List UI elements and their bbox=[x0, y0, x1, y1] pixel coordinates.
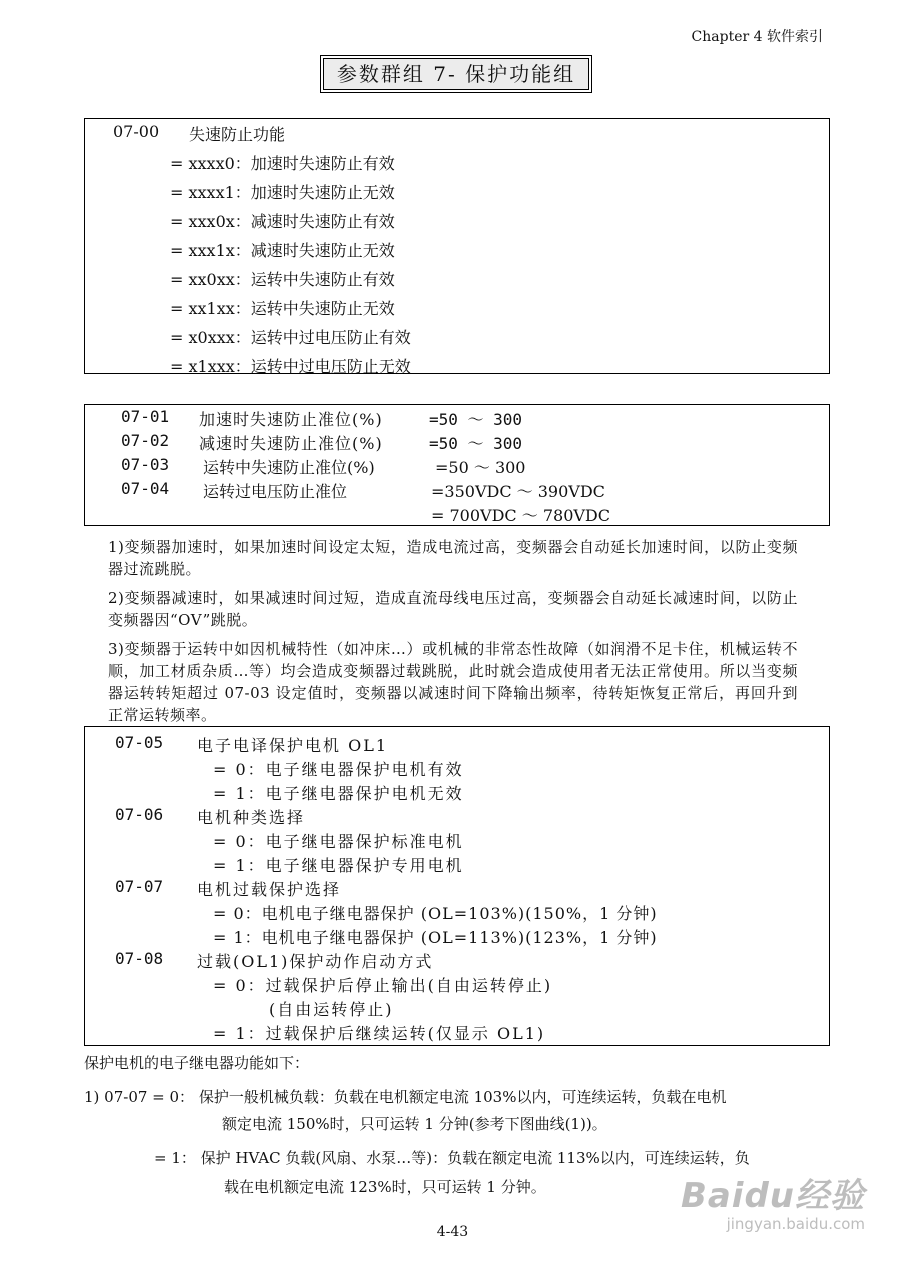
param-range-extra: = 700VDC ～ 780VDC bbox=[431, 506, 610, 525]
param-range: =350VDC ～ 390VDC bbox=[431, 482, 605, 501]
param-box-07-01-04 bbox=[84, 404, 830, 526]
note-3: 3)变频器于运转中如因机械特性（如冲床…）或机械的非常态性故障（如润滑不足卡住，机械运转不顺，加工材质杂质…等）均会造成变频器过载跳脱，此时就会造成使用者无法正常使用。所以当变频器运转转矩超过 07-03 设定值时，变频器以减速时间下降输出频率，待转矩恢复正常后，再回升到正常运转频率。 bbox=[108, 640, 798, 724]
param-option: = xxxx0：加速时失速防止有效 bbox=[170, 154, 395, 173]
relay-intro: 保护电机的电子继电器功能如下： bbox=[84, 1054, 310, 1072]
param-code: 07-07 bbox=[115, 877, 164, 896]
param-option: = 0：过载保护后停止输出(自由运转停止) bbox=[213, 976, 553, 995]
param-code: 07-06 bbox=[115, 805, 164, 824]
param-range: =50 ～ 300 bbox=[429, 434, 523, 453]
page-number: 4-43 bbox=[436, 1224, 469, 1240]
param-option: = xxx0x：减速时失速防止有效 bbox=[170, 212, 395, 231]
param-option: = xx1xx：运转中失速防止无效 bbox=[170, 299, 395, 318]
chapter-header: Chapter 4 软件索引 bbox=[691, 29, 823, 45]
param-code: 07-03 bbox=[121, 455, 170, 474]
param-range: =50 ～ 300 bbox=[429, 410, 523, 429]
param-option: = 1：电子继电器保护电机无效 bbox=[213, 784, 464, 803]
param-name: 减速时失速防止准位(%) bbox=[199, 434, 383, 453]
note-1: 1)变频器加速时，如果加速时间设定太短，造成电流过高，变频器会自动延长加速时间，以防止变频器过流跳脱。 bbox=[108, 538, 798, 578]
param-option: = x0xxx：运转中过电压防止有效 bbox=[170, 328, 411, 347]
param-name: 失速防止功能 bbox=[189, 125, 286, 144]
relay-item-2-line-1: = 1： 保护 HVAC 负载(风扇、水泵…等)：负载在额定电流 113%以内，可连续运转，负 bbox=[154, 1149, 750, 1167]
baidu-watermark bbox=[681, 1168, 865, 1233]
param-name: 电子电译保护电机 OL1 bbox=[197, 736, 389, 755]
watermark-url: jingyan.baidu.com bbox=[726, 1215, 865, 1233]
relay-item-2-line-2: 载在电机额定电流 123%时，只可运转 1 分钟。 bbox=[224, 1178, 546, 1196]
param-option: = 0：电子继电器保护电机有效 bbox=[213, 760, 464, 779]
param-code: 07-08 bbox=[115, 949, 164, 968]
section-title: 参数群组 7- 保护功能组 bbox=[323, 58, 589, 90]
relay-item-1-line-2: 额定电流 150%时，只可运转 1 分钟(参考下图曲线(1))。 bbox=[222, 1115, 607, 1133]
note-2: 2)变频器减速时，如果减速时间过短，造成直流母线电压过高，变频器会自动延长减速时间，以防止变频器因“OV”跳脱。 bbox=[108, 589, 798, 629]
param-name: 电机过载保护选择 bbox=[197, 880, 342, 899]
watermark-logo: Baidu经验 bbox=[680, 1176, 865, 1216]
param-code: 07-02 bbox=[121, 431, 170, 450]
param-option: = xxxx1：加速时失速防止无效 bbox=[170, 183, 395, 202]
param-option: = 1：电子继电器保护专用电机 bbox=[213, 856, 464, 875]
relay-item-1-line-1: 1) 07-07 = 0： 保护一般机械负载：负载在电机额定电流 103%以内，可连续运转，负载在电机 bbox=[84, 1088, 727, 1106]
param-code: 07-00 bbox=[113, 122, 160, 141]
param-name: 电机种类选择 bbox=[197, 808, 306, 827]
param-option: = 1：过载保护后继续运转(仅显示 OL1) bbox=[213, 1024, 546, 1043]
param-code: 07-04 bbox=[121, 479, 170, 498]
param-code: 07-05 bbox=[115, 733, 164, 752]
param-option: = 0：电子继电器保护标准电机 bbox=[213, 832, 464, 851]
param-option: = 0：电机电子继电器保护 (OL=103%)(150%，1 分钟) bbox=[213, 904, 658, 923]
param-option: = xxx1x：减速时失速防止无效 bbox=[170, 241, 395, 260]
param-name: 过载(OL1)保护动作启动方式 bbox=[197, 952, 434, 971]
param-range: =50 ～ 300 bbox=[435, 458, 526, 477]
param-option: = 1：电机电子继电器保护 (OL=113%)(123%，1 分钟) bbox=[213, 928, 658, 947]
param-code: 07-01 bbox=[121, 407, 170, 426]
param-box-07-00 bbox=[84, 118, 830, 374]
param-option: (自由运转停止) bbox=[269, 1000, 394, 1019]
param-option: = x1xxx：运转中过电压防止无效 bbox=[170, 357, 411, 376]
param-option: = xx0xx：运转中失速防止有效 bbox=[170, 270, 395, 289]
param-box-07-05-08 bbox=[84, 726, 830, 1046]
param-name: 运转过电压防止准位 bbox=[203, 482, 348, 501]
param-name: 加速时失速防止准位(%) bbox=[199, 410, 383, 429]
param-name: 运转中失速防止准位(%) bbox=[203, 458, 375, 477]
